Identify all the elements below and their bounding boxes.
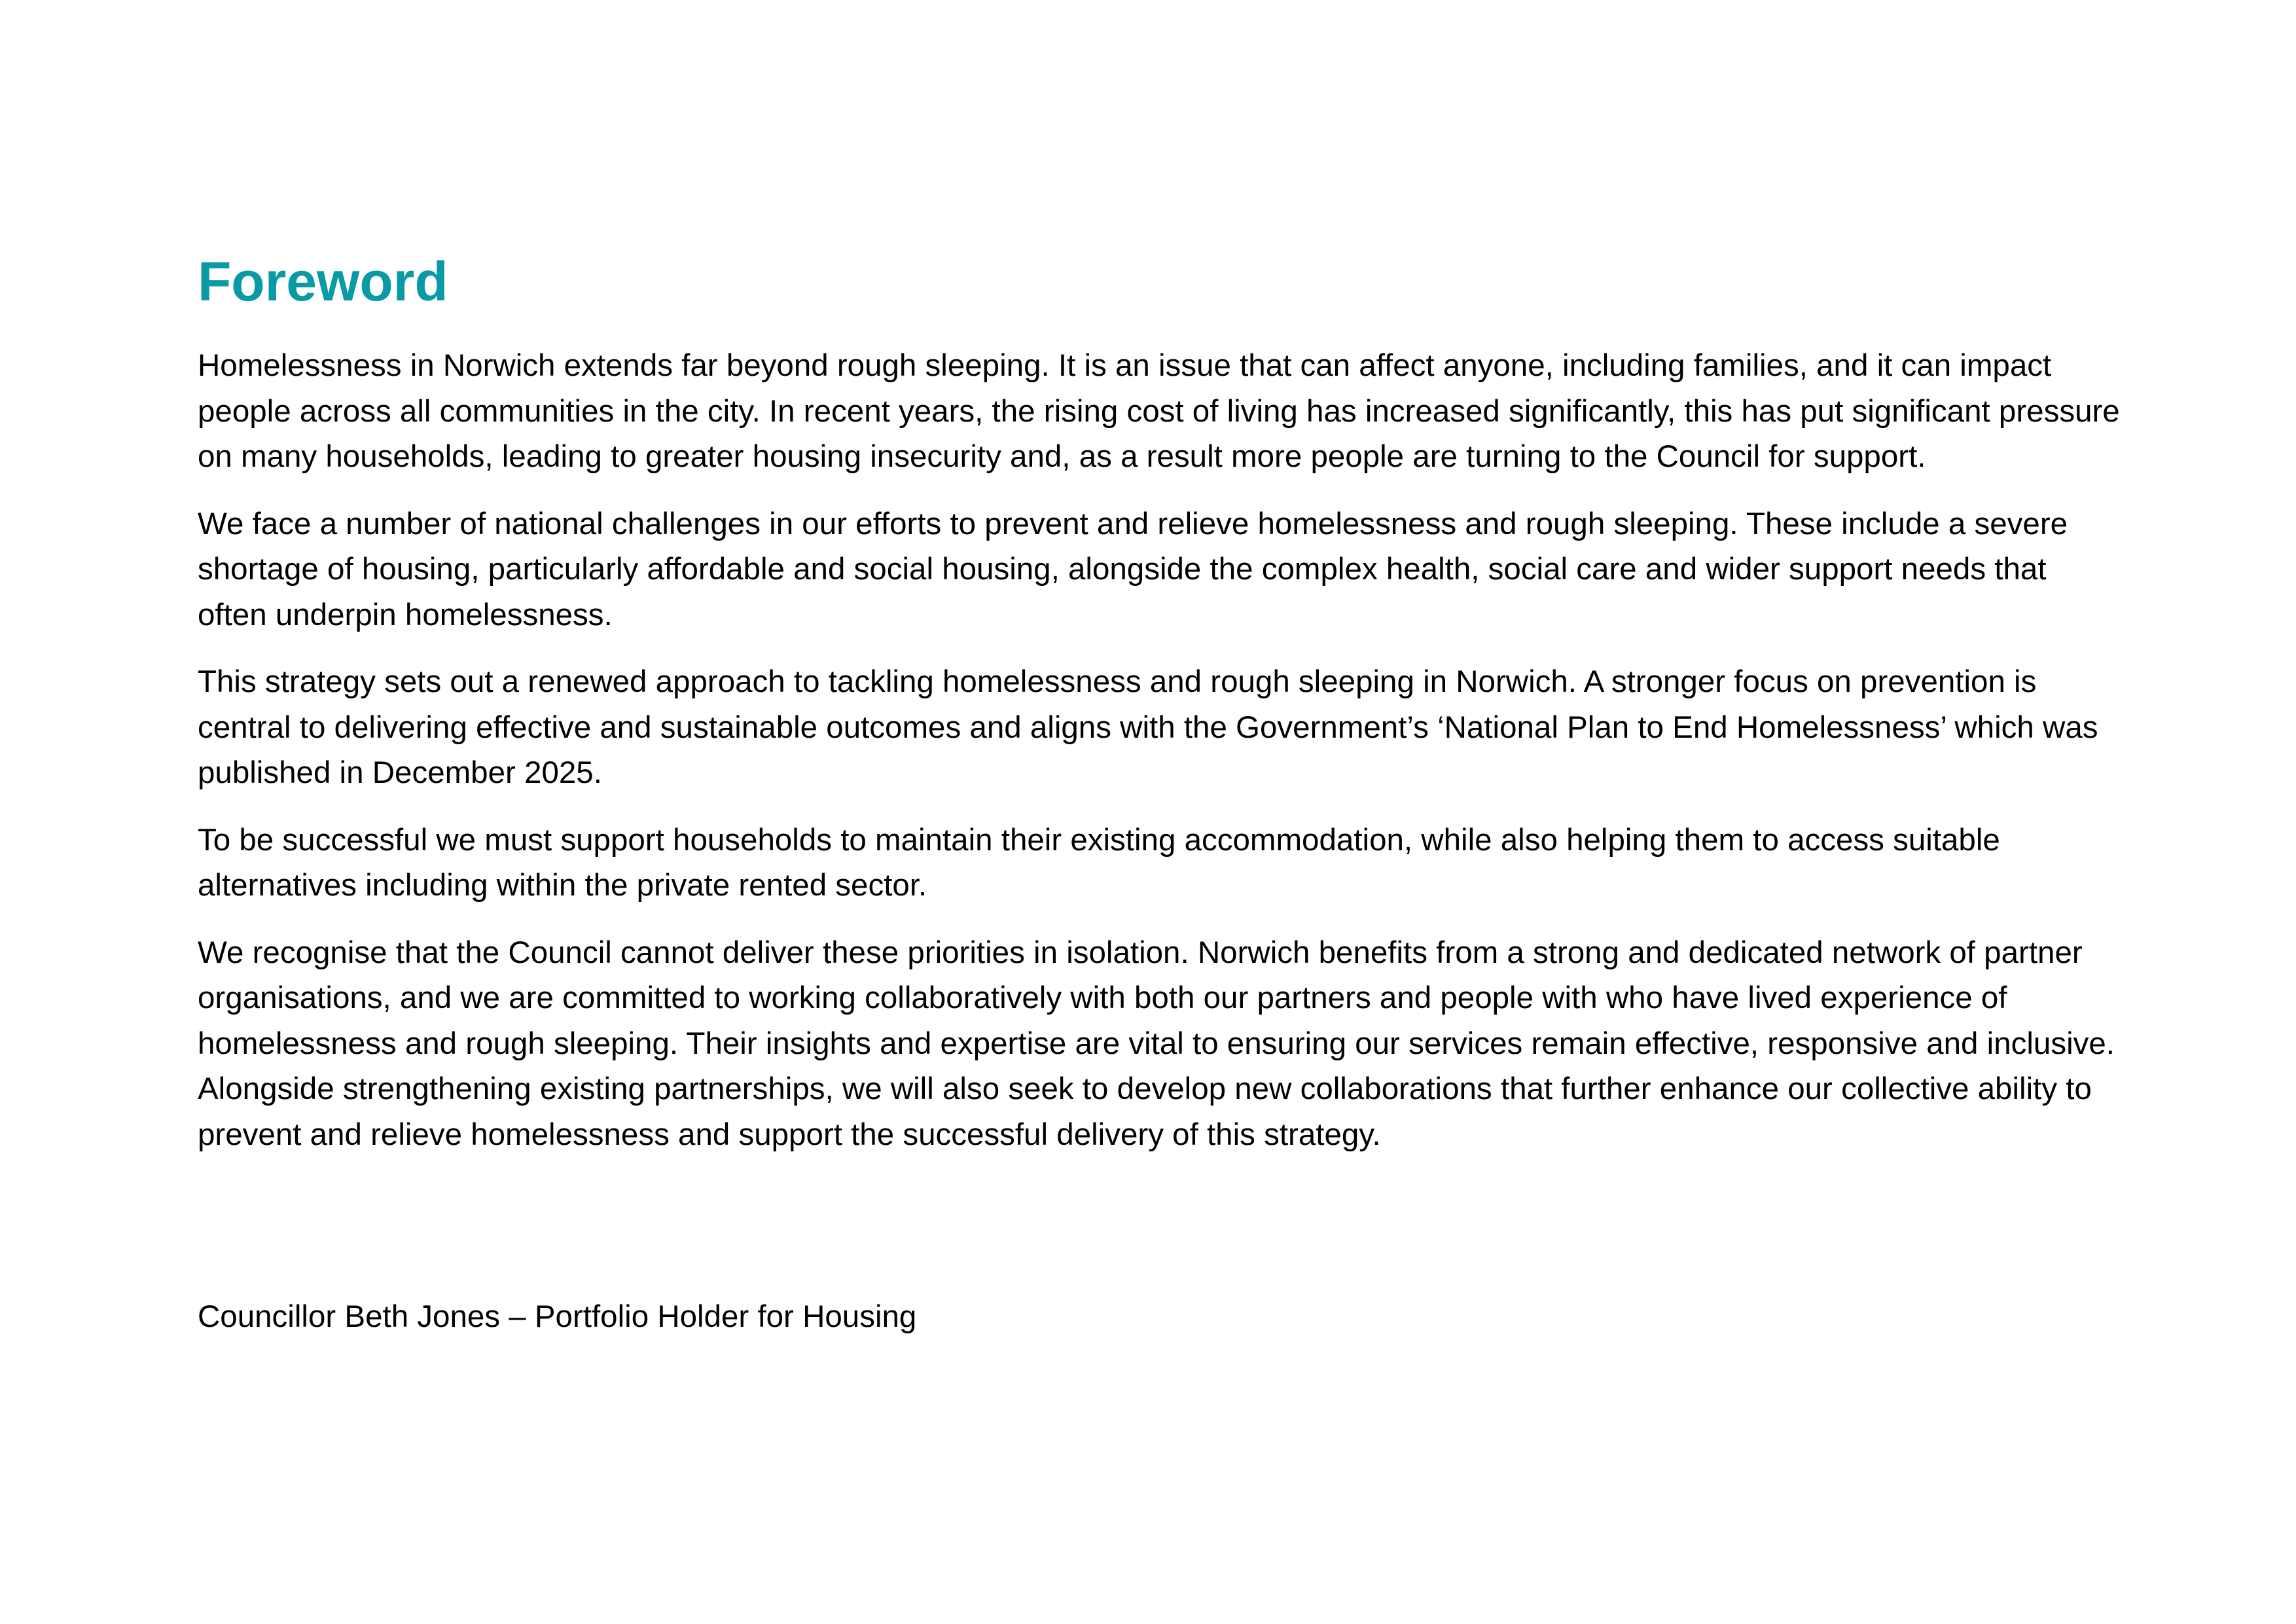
paragraph-2: We face a number of national challenges in our efforts to prevent and relieve homelessness and rough sleeping. These include a severe shortage of housing, particularly affordable and social housing, alongside the complex health, social care and wider support needs that often underpin homelessness. [198, 506, 2068, 632]
paragraph-1: Homelessness in Norwich extends far beyond rough sleeping. It is an issue that can affect anyone, including families, and it can impact people across all communities in the city. In recent years, the rising cost of living has increased significantly, this has put significant pressure on many households, leading to greater housing insecurity and, as a result more people are turning to the Council for support. [198, 348, 2120, 474]
paragraph-5: We recognise that the Council cannot deliver these priorities in isolation. Norwich benefits from a strong and dedicated network of partner organisations, and we are committed to working collaboratively with both our partners and people with who have lived experience of homelessness and rough sleeping. Their insights and expertise are vital to ensuring our services remain effective, responsive and inclusive. Alongside strengthening existing partnerships, we will also seek to develop new collaborations that further enhance our collective ability to prevent and relieve homelessness and support the successful delivery of this strategy. [198, 935, 2115, 1152]
signature-line: Councillor Beth Jones – Portfolio Holder for Housing [198, 1299, 917, 1334]
page-title: Foreword [198, 251, 448, 312]
paragraph-4: To be successful we must support households to maintain their existing accommodation, while also helping them to access suitable alternatives including within the private rented sector. [198, 822, 2000, 903]
foreword-section [198, 249, 2122, 1179]
paragraph-3: This strategy sets out a renewed approach to tackling homelessness and rough sleeping in Norwich. A stronger focus on prevention is central to delivering effective and sustainable outcomes and aligns with the Government’s ‘National Plan to End Homelessness’ which was published in December 2025. [198, 664, 2098, 790]
